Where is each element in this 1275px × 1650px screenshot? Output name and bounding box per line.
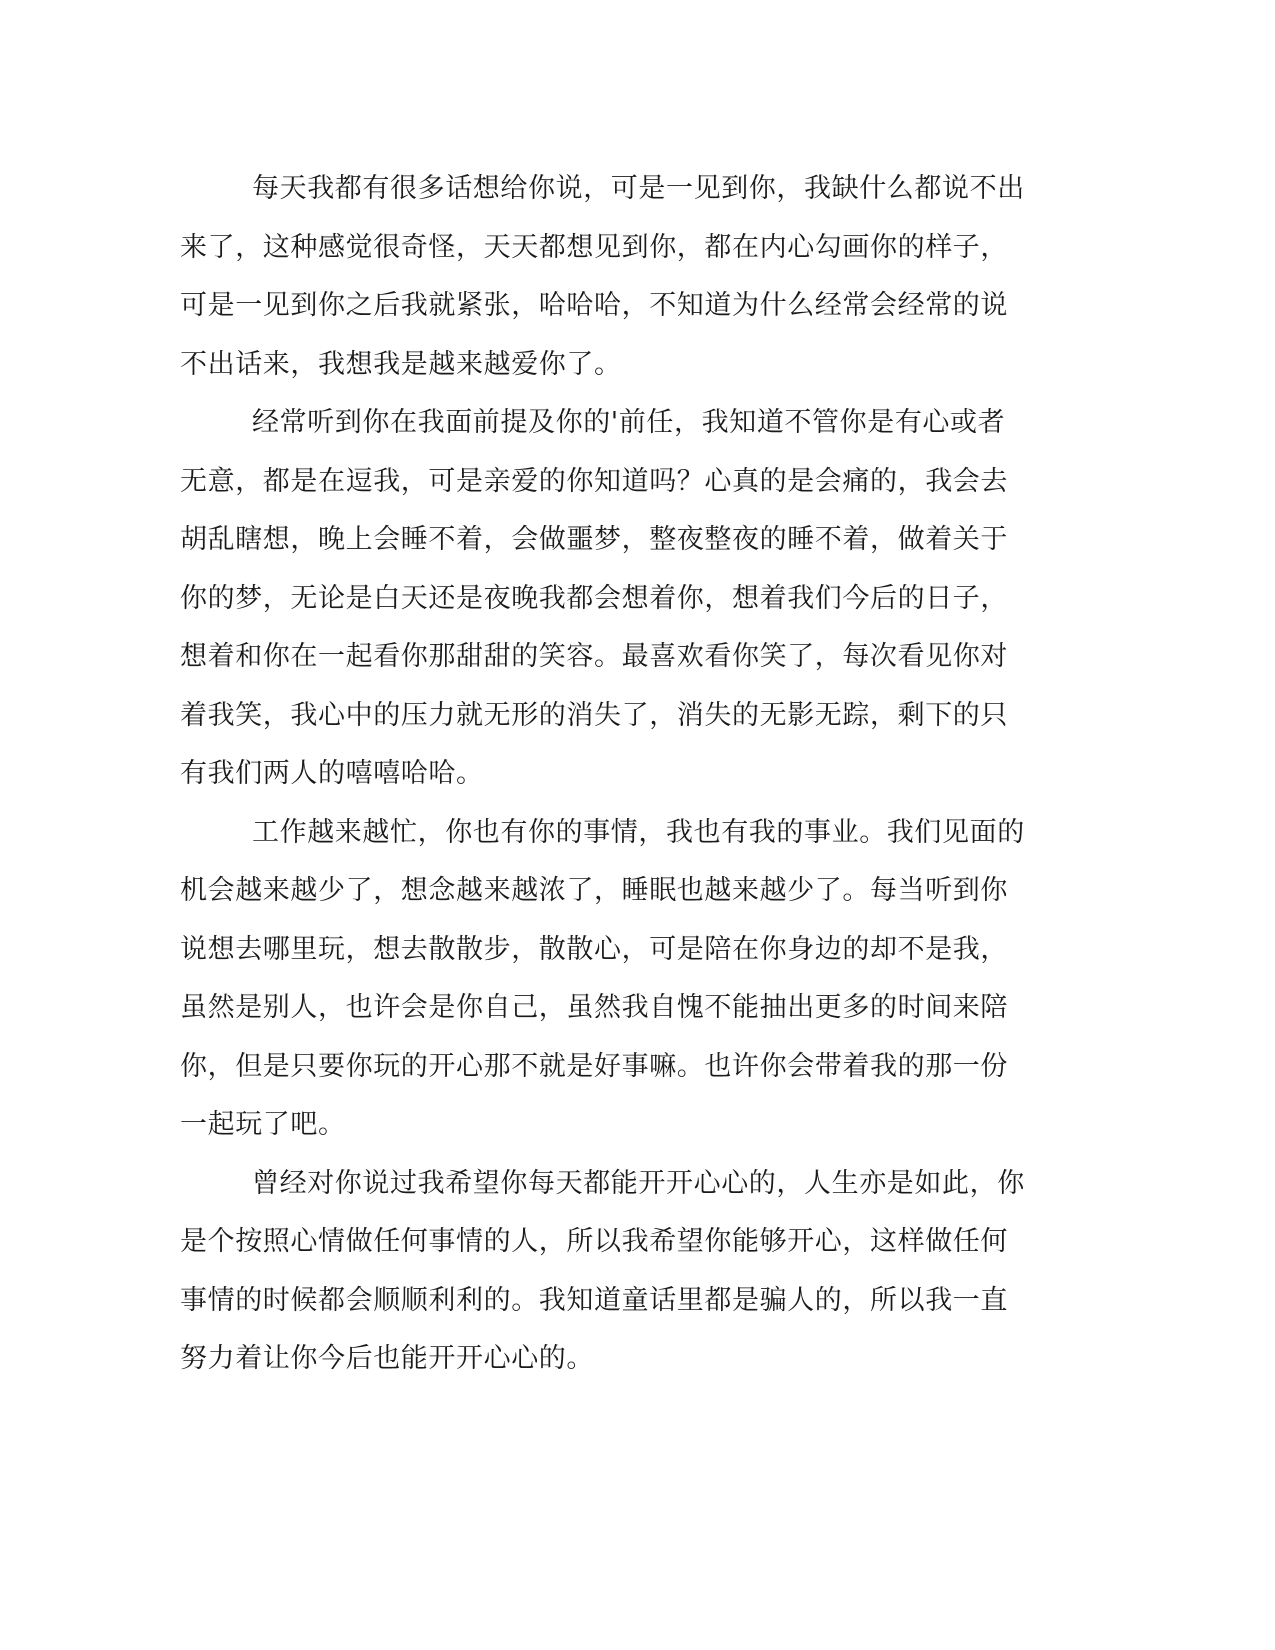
paragraph-4: 曾经对你说过我希望你每天都能开开心心的，人生亦是如此，你是个按照心情做任何事情的人，所以我希望你能够开心，这样做任何事情的时候都会顺顺利利的。我知道童话里都是骗人的，所以我一直努力着让你今后也能开开心心的。 xyxy=(180,1167,1025,1374)
paragraph-3: 工作越来越忙，你也有你的事情，我也有我的事业。我们见面的机会越来越少了，想念越来越浓了，睡眠也越来越少了。每当听到你说想去哪里玩，想去散散步，散散心，可是陪在你身边的却不是我，虽然是别人，也许会是你自己，虽然我自愧不能抽出更多的时间来陪你，但是只要你玩的开心那不就是好事嘛。也许你会带着我的那一份一起玩了吧。 xyxy=(180,816,1025,1140)
paragraph-2: 经常听到你在我面前提及你的'前任，我知道不管你是有心或者无意，都是在逗我，可是亲爱的你知道吗？心真的是会痛的，我会去胡乱瞎想，晚上会睡不着，会做噩梦，整夜整夜的睡不着，做着关于你的梦，无论是白天还是夜晚我都会想着你，想着我们今后的日子，想着和你在一起看你那甜甜的笑容。最喜欢看你笑了，每次看见你对着我笑，我心中的压力就无形的消失了，消失的无影无踪，剩下的只有我们两人的嘻嘻哈哈。 xyxy=(180,407,1008,789)
paragraph-1: 每天我都有很多话想给你说，可是一见到你，我缺什么都说不出来了，这种感觉很奇怪，天天都想见到你，都在内心勾画你的样子，可是一见到你之后我就紧张，哈哈哈，不知道为什么经常会经常的说不出话来，我想我是越来越爱你了。 xyxy=(180,173,1025,380)
document-body xyxy=(180,160,1030,1389)
